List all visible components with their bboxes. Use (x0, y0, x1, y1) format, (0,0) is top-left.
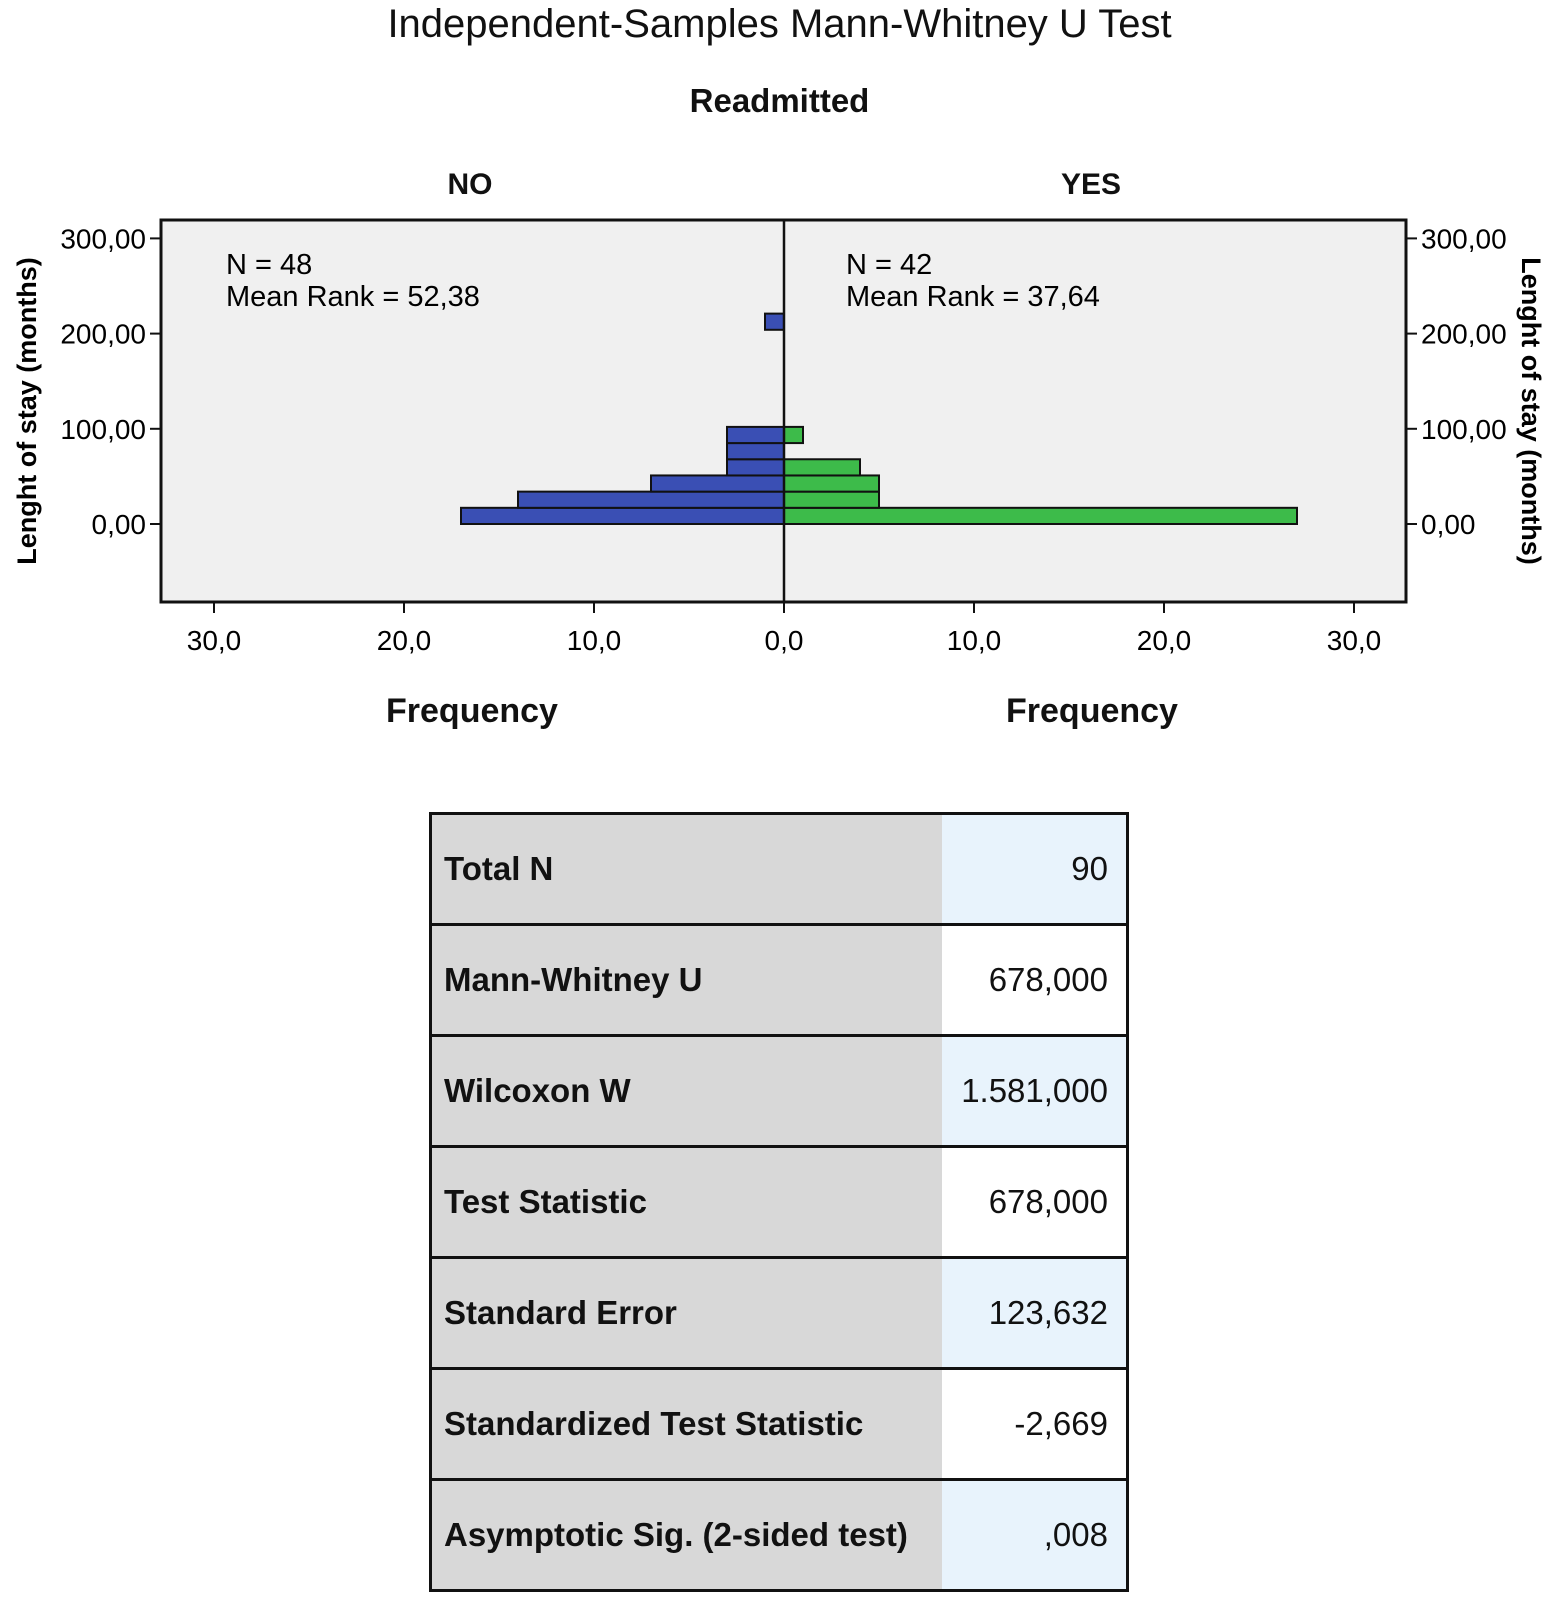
stat-label: Wilcoxon W (431, 1036, 943, 1147)
histogram-bar-no (651, 475, 784, 491)
histogram-bar-yes (784, 492, 879, 508)
table-row (431, 1369, 1128, 1480)
stat-value: 678,000 (942, 925, 1128, 1036)
histogram-bar-no (727, 459, 784, 475)
group-label-no: NO (447, 168, 493, 201)
histogram-bar-no (727, 427, 784, 443)
y-tick-label: 100,00 (1421, 413, 1507, 445)
histogram-bar-yes (784, 475, 879, 491)
y-tick-label: 0,00 (1421, 509, 1476, 540)
table-row (431, 814, 1128, 925)
y-axis-right (1406, 223, 1507, 540)
test-summary-table (429, 812, 1129, 1592)
x-tick-label: 20,0 (1136, 625, 1192, 656)
histogram-bar-yes (784, 459, 860, 475)
stat-value: 90 (942, 814, 1128, 925)
histogram-bar-no (765, 314, 784, 330)
y-tick-label: 300,00 (60, 223, 146, 255)
table-row (431, 1258, 1128, 1369)
stat-value: -2,669 (942, 1369, 1128, 1480)
x-axis (187, 602, 1382, 656)
histogram-bar-no (461, 508, 784, 524)
histogram-bar-no (518, 492, 784, 508)
stat-label: Test Statistic (431, 1147, 943, 1258)
y-tick-label: 200,00 (1421, 318, 1507, 350)
table-row (431, 925, 1128, 1036)
table-row (431, 1036, 1128, 1147)
n-label-yes: N = 42 (846, 249, 933, 281)
y-axis-label-left: Lenght of stay (months) (12, 257, 42, 565)
table-row (431, 1147, 1128, 1258)
histogram-bar-no (727, 443, 784, 459)
x-tick-label: 20,0 (376, 625, 432, 656)
x-axis-label-no: Frequency (386, 692, 558, 730)
table-row (431, 1480, 1128, 1591)
stat-label: Mann-Whitney U (431, 925, 943, 1036)
n-label-no: N = 48 (226, 249, 313, 281)
x-tick-label: 10,0 (946, 625, 1002, 656)
x-axis-label-yes: Frequency (1006, 692, 1178, 730)
histogram-bar-yes (784, 427, 803, 443)
mean-rank-label-yes: Mean Rank = 37,64 (846, 281, 1100, 313)
stat-label: Asymptotic Sig. (2-sided test) (431, 1480, 943, 1591)
stat-value: 1.581,000 (942, 1036, 1128, 1147)
stat-value: ,008 (942, 1480, 1128, 1591)
histogram-bar-yes (784, 508, 1297, 524)
mean-rank-label-no: Mean Rank = 52,38 (226, 281, 480, 313)
stat-label: Total N (431, 814, 943, 925)
stat-value: 678,000 (942, 1147, 1128, 1258)
grouping-label: Readmitted (689, 82, 870, 119)
stat-label: Standardized Test Statistic (431, 1369, 943, 1480)
group-label-yes: YES (1060, 168, 1122, 201)
y-axis-label-right: Lenght of stay (months) (1516, 257, 1546, 565)
stat-value: 123,632 (942, 1258, 1128, 1369)
x-tick-label: 30,0 (1326, 625, 1382, 656)
y-tick-label: 0,00 (91, 509, 146, 540)
y-tick-label: 200,00 (60, 318, 146, 350)
y-tick-label: 300,00 (1421, 223, 1507, 255)
x-tick-label: 10,0 (566, 625, 622, 656)
y-tick-label: 100,00 (60, 413, 146, 445)
stat-label: Standard Error (431, 1258, 943, 1369)
histogram-chart (0, 0, 1559, 740)
y-axis-left (60, 223, 161, 540)
x-tick-label: 30,0 (186, 625, 242, 656)
x-tick-label: 0,0 (764, 625, 804, 656)
chart-title: Independent-Samples Mann-Whitney U Test (387, 2, 1172, 46)
